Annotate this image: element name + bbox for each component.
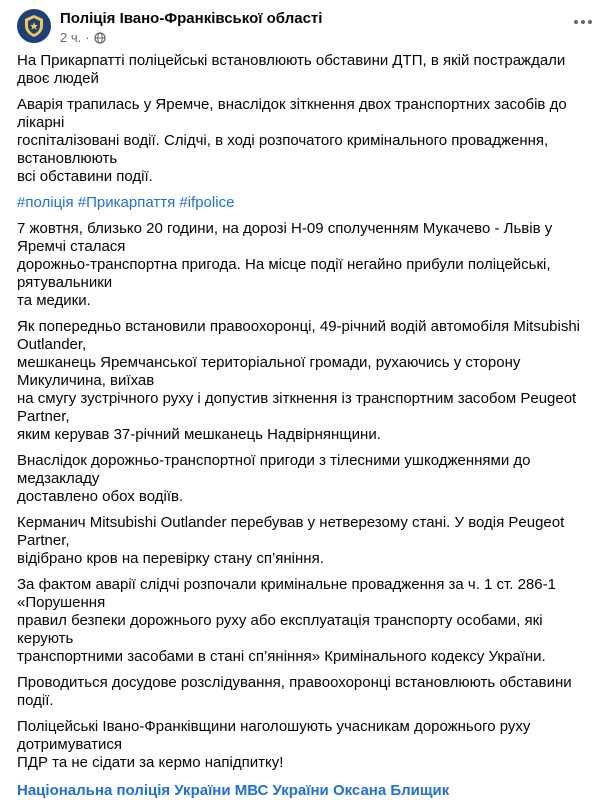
tagged-page-link[interactable]: Національна поліція України (17, 782, 231, 799)
more-options-button[interactable] (565, 10, 601, 34)
post-paragraph: Проводиться досудове розслідування, правоохоронці встановлюють обставини події. (17, 674, 572, 709)
post-paragraph: За фактом аварії слідчі розпочали кримінальне провадження за ч. 1 ст. 286-1 «Порушення правил безпеки дорожнього руху або експлуатація транспорту особами, які керують транспортними засобами в стані сп’яніння» Кримінального кодексу України. (17, 576, 556, 665)
more-dot-icon (581, 20, 585, 24)
tagged-page-link[interactable]: Оксана Блищик (332, 782, 450, 799)
more-dot-icon (574, 20, 578, 24)
tagged-pages (17, 782, 602, 800)
post-paragraph: Внаслідок дорожньо-транспортної пригоди з тілесними ушкодженнями до медзакладу доставлено обох водіїв. (17, 452, 531, 505)
meta-separator: · (85, 30, 90, 45)
hashtag-link[interactable]: #ifpolice (179, 194, 235, 211)
tagged-page-link[interactable]: МВС України (234, 782, 329, 799)
post-paragraph: Керманич Mitsubishi Outlander перебував у нетверезому стані. У водія Peugeot Partner, відібрано кров на перевірку стану сп’яніння. (17, 514, 565, 567)
post-time[interactable]: 2 ч. (60, 30, 82, 45)
globe-icon[interactable] (94, 32, 106, 44)
post-paragraph: Аварія трапилась у Яремче, внаслідок зіткнення двох транспортних засобів до лікарні госпіталізовані водії. Слідчі, в ході розпочатого кримінального провадження, встановлюють всі обставини події. (17, 96, 567, 185)
page-name-link[interactable]: Поліція Івано-Франківської області (60, 10, 323, 27)
more-dot-icon (588, 20, 592, 24)
post-paragraph: На Прикарпатті поліцейські встановлюють обставини ДТП, в якій постраждали двоє людей (17, 52, 566, 87)
post-paragraph: Як попередньо встановили правоохоронці, 49-річний водій автомобіля Mitsubishi Outlander, мешканець Яремчанської територіальної громади, рухаючись у сторону Микуличина, виїхав на смугу зустрічного руху і допустив зіткнення із транспортним засобом Peugeot Partner, яким керував 37-річний мешканець Надвірнянщини. (17, 318, 581, 443)
hashtag-link[interactable]: #Прикарпаття (77, 194, 176, 211)
post-paragraph: Поліцейські Івано-Франківщини наголошують учасникам дорожнього руху дотримуватися ПДР та не сідати за кермо напідпитку! (17, 718, 531, 771)
police-badge-icon (21, 13, 47, 39)
hashtag-list (17, 194, 602, 212)
post-paragraph: 7 жовтня, близько 20 години, на дорозі Н-09 сполученням Мукачево - Львів у Яремчі сталася дорожньо-транспортна пригода. На місце події негайно прибули поліцейські, рятувальники та медики. (17, 220, 553, 309)
hashtag-link[interactable]: #поліція (17, 194, 74, 211)
page-avatar[interactable] (17, 9, 51, 43)
post-meta (60, 30, 106, 45)
post-body (17, 52, 602, 800)
